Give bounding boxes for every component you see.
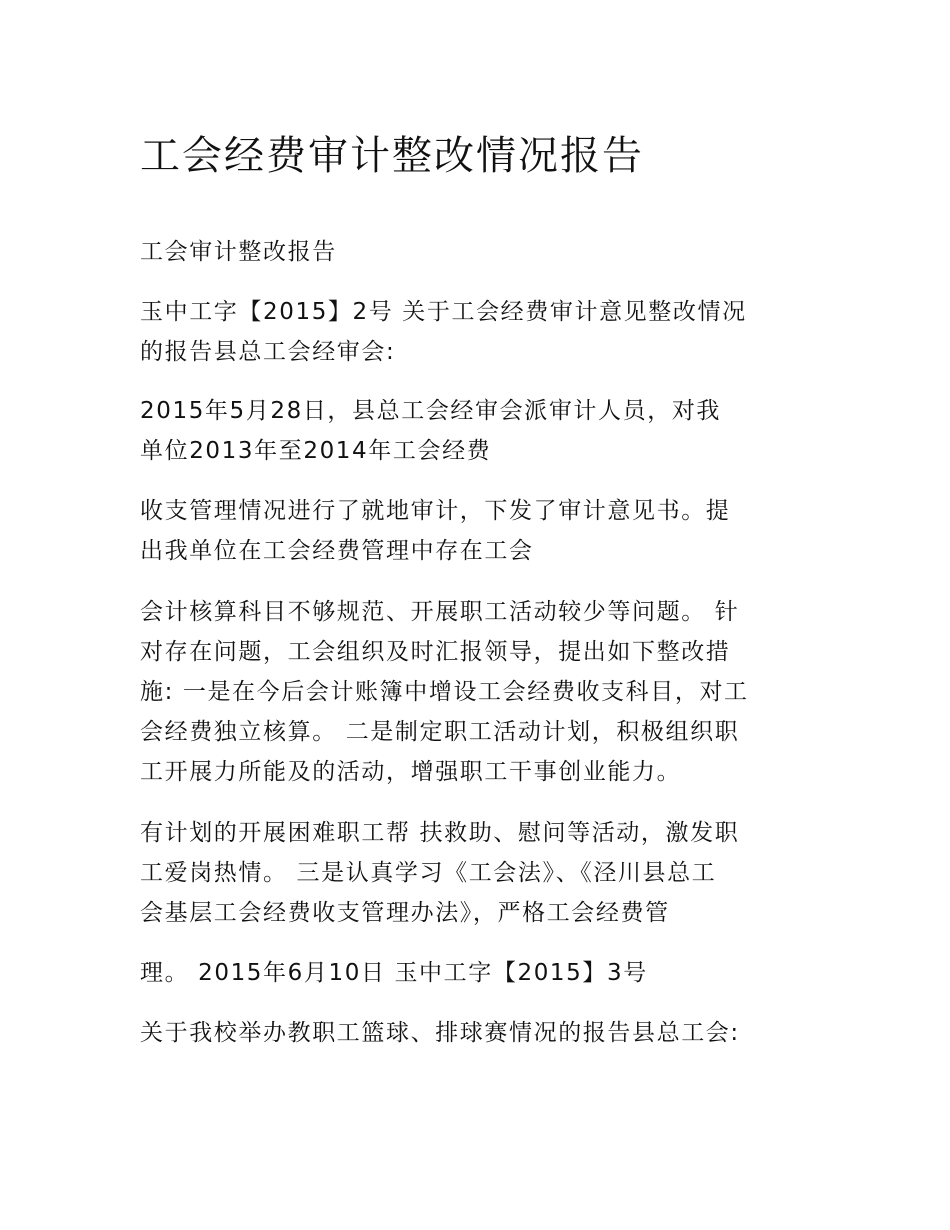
text-line: 玉中工字【2015】2号 关于工会经费审计意见整改情况 — [140, 299, 747, 325]
text-line: 收支管理情况进行了就地审计，下发了审计意见书。提 — [140, 498, 731, 524]
text-line: 工开展力所能及的活动，增强职工干事创业能力。 — [140, 759, 682, 785]
paragraph-subtitle — [140, 232, 820, 272]
text-line: 工爱岗热情。 三是认真学习《工会法》、《泾川县总工 — [140, 860, 717, 886]
text-line: 单位2013年至2014年工会经费 — [140, 438, 492, 464]
text-line: 会基层工会经费收支管理办法》，严格工会经费管 — [140, 900, 670, 926]
text-line: 工会审计整改报告 — [140, 239, 337, 265]
text-line: 施: 一是在今后会计账簿中增设工会经费收支科目，对工 — [140, 679, 749, 705]
text-line: 2015年5月28日，县总工会经审会派审计人员，对我 — [140, 398, 722, 424]
paragraph-next-report — [140, 1013, 820, 1053]
paragraph-closing-date — [140, 953, 820, 993]
text-line: 有计划的开展困难职工帮 扶救助、慰问等活动，激发职 — [140, 820, 740, 846]
text-line: 会经费独立核算。 二是制定职工活动计划，积极组织职 — [140, 719, 740, 745]
text-line: 理。 2015年6月10日 玉中工字【2015】3号 — [140, 960, 648, 986]
text-line: 出我单位在工会经费管理中存在工会 — [140, 538, 534, 564]
paragraph-audit-date — [140, 391, 820, 471]
text-line: 的报告县总工会经审会: — [140, 339, 396, 365]
document-title: 工会经费审计整改情况报告 — [140, 133, 644, 179]
paragraph-audit-findings — [140, 491, 820, 571]
text-line: 关于我校举办教职工篮球、排球赛情况的报告县总工会: — [140, 1020, 740, 1046]
text-line: 对存在问题，工会组织及时汇报领导，提出如下整改措 — [140, 639, 731, 665]
paragraph-rectification-measures — [140, 592, 820, 792]
text-line: 会计核算科目不够规范、开展职工活动较少等问题。 针 — [140, 599, 740, 625]
paragraph-activities — [140, 813, 820, 933]
paragraph-document-number — [140, 292, 820, 372]
